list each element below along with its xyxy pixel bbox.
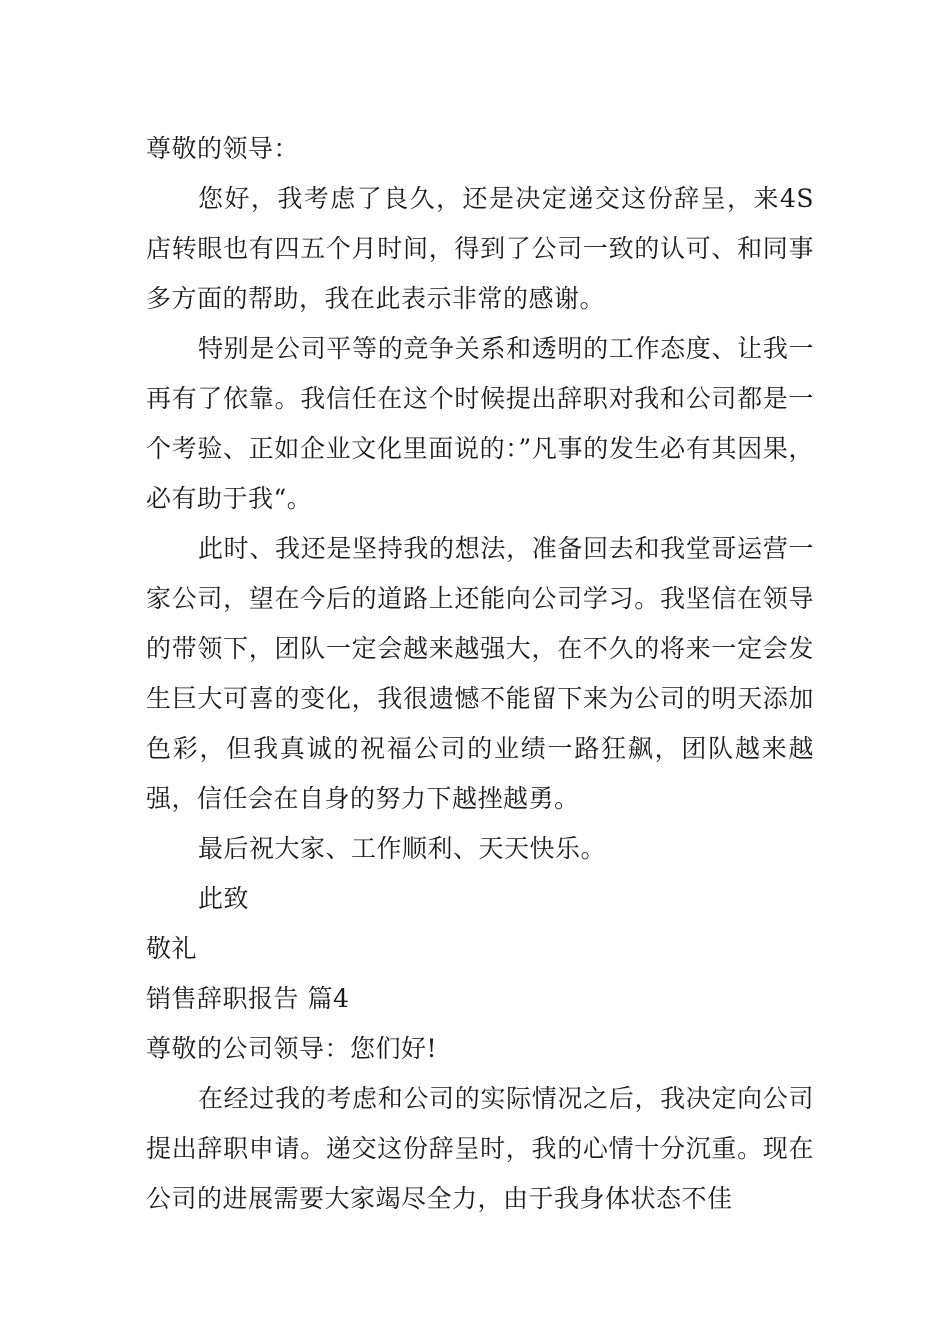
greeting-line: 尊敬的领导： [146, 134, 300, 163]
paragraph-resignation: 在经过我的考虑和公司的实际情况之后，我决定向公司提出辞职申请。递交这份辞呈时，我的心情十分沉重。现在公司的进展需要大家竭尽全力，由于我身体状态不佳 [146, 1084, 814, 1213]
document-body [146, 124, 814, 1224]
greeting-line-2: 尊敬的公司领导：您们好! [146, 1034, 438, 1063]
closing-line: 此致 [198, 884, 250, 913]
paragraph-opening: 您好，我考虑了良久，还是决定递交这份辞呈，来4S店转眼也有四五个月时间，得到了公司一致的认可、和同事多方面的帮助，我在此表示非常的感谢。 [146, 184, 814, 313]
section-heading: 销售辞职报告 篇4 [146, 984, 350, 1013]
paragraph-plan: 此时、我还是坚持我的想法，准备回去和我堂哥运营一家公司，望在今后的道路上还能向公司学习。我坚信在领导的带领下，团队一定会越来越强大，在不久的将来一定会发生巨大可喜的变化，我很遗憾不能留下来为公司的明天添加色彩，但我真诚的祝福公司的业绩一路狂飙，团队越来越强，信任会在自身的努力下越挫越勇。 [146, 534, 814, 813]
paragraph-wishes: 最后祝大家、工作顺利、天天快乐。 [198, 834, 607, 863]
paragraph-reason: 特别是公司平等的竞争关系和透明的工作态度、让我一再有了依靠。我信任在这个时候提出辞职对我和公司都是一个考验、正如企业文化里面说的：”凡事的发生必有其因果，必有助于我“。 [146, 334, 814, 513]
salutation-line: 敬礼 [146, 934, 198, 963]
